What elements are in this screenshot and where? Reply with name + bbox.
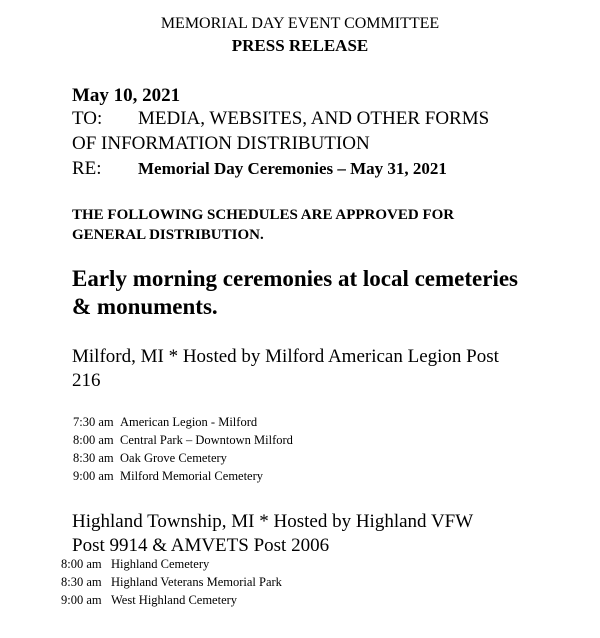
to-recipients-line1: MEDIA, WEBSITES, AND OTHER FORMS [138, 108, 490, 129]
schedule-time: 8:00 am [61, 557, 102, 571]
schedule-item [73, 467, 293, 485]
schedule-time: 9:00 am [61, 593, 102, 607]
location-line1: Highland Township, MI * Hosted by Highland VFW [72, 511, 474, 532]
schedule-item [61, 573, 282, 591]
schedule-time: 9:00 am [73, 469, 114, 483]
schedule-place: American Legion - Milford [120, 415, 258, 429]
schedule-time: 8:30 am [73, 451, 114, 465]
schedule-place: Highland Cemetery [111, 557, 210, 571]
schedule-place: Highland Veterans Memorial Park [111, 575, 282, 589]
re-subject: Memorial Day Ceremonies – May 31, 2021 [138, 159, 447, 178]
schedule-item [61, 591, 282, 609]
approval-line1: THE FOLLOWING SCHEDULES ARE APPROVED FOR [72, 207, 455, 223]
schedule-list-highland [61, 555, 282, 609]
schedule-time: 8:00 am [73, 433, 114, 447]
schedule-place: Oak Grove Cemetery [120, 451, 227, 465]
section-heading-line2: & monuments. [72, 294, 218, 319]
release-date: May 10, 2021 [72, 85, 181, 106]
schedule-place: West Highland Cemetery [111, 593, 238, 607]
schedule-time: 7:30 am [73, 415, 114, 429]
approval-line2: GENERAL DISTRIBUTION. [72, 227, 264, 243]
section-heading [72, 265, 518, 321]
location-heading-milford [72, 345, 499, 393]
location-line2: 216 [72, 370, 101, 391]
re-label: RE: [72, 158, 102, 179]
schedule-item [73, 431, 293, 449]
schedule-list-milford [73, 413, 293, 485]
schedule-item [73, 449, 293, 467]
committee-name: MEMORIAL DAY EVENT COMMITTEE [160, 15, 440, 32]
to-label: TO: [72, 108, 103, 129]
schedule-time: 8:30 am [61, 575, 102, 589]
schedule-place: Central Park – Downtown Milford [120, 433, 293, 447]
schedule-item [61, 555, 282, 573]
section-heading-line1: Early morning ceremonies at local cemeteries [72, 266, 519, 291]
approval-notice [72, 205, 454, 245]
location-line2: Post 9914 & AMVETS Post 2006 [72, 535, 330, 556]
schedule-item [73, 413, 293, 431]
schedule-place: Milford Memorial Cemetery [120, 469, 264, 483]
location-heading-highland [72, 510, 473, 558]
location-line1: Milford, MI * Hosted by Milford American Legion Post [72, 346, 499, 367]
document-title: PRESS RELEASE [231, 36, 369, 55]
to-recipients-line2: OF INFORMATION DISTRIBUTION [72, 133, 370, 154]
